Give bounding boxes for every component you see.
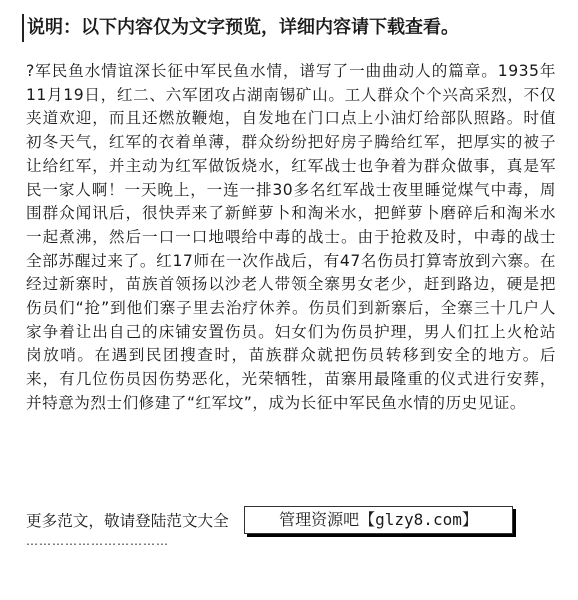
- more-essays-text: 更多范文，敬请登陆范文大全: [26, 512, 229, 530]
- promo-banner[interactable]: 管理资源吧【glzy8.com】: [244, 506, 513, 534]
- document-body: ?军民鱼水情谊深长征中军民鱼水情，谱写了一曲曲动人的篇章。1935年11月19日，红二、六军团攻占湖南锡矿山。工人群众个个兴高采烈，不仅夹道欢迎，而且还燃放鞭炮，自发地在门口点上小油灯给部队照路。时值初冬天气，红军的衣着单薄，群众纷纷把好房子腾给红军，把厚实的被子让给红军，并主动为红军做饭烧水，红军战士也争着为群众做事，真是军民一家人啊！一天晚上，一连一排30多名红军战士夜里睡觉煤气中毒，周围群众闻讯后，很快弄来了新鲜萝卜和淘米水，把鲜萝卜磨碎后和淘米水一起煮沸，然后一口一口地喂给中毒的战士。由于抢救及时，中毒的战士全部苏醒过来了。红17师在一次作战后，有47名伤员打算寄放到六寨。在经过新寨时，苗族首领扬以沙老人带领全寨男女老少，赶到路边，硬是把伤员们“抢”到他们寨子里去治疗休养。伤员们到新寨后，全寨三十几户人家争着让出自己的床铺安置伤员。妇女们为伤员护理，男人们扛上火枪站岗放哨。在遇到民团搜查时，苗族群众就把伤员转移到安全的地方。后来，有几位伤员因伤势恶化，光荣牺牲，苗寨用最隆重的仪式进行安葬，并特意为烈士们修建了“红军坟”，成为长征中军民鱼水情的历史见证。: [26, 62, 556, 412]
- preview-notice: 说明：以下内容仅为文字预览，详细内容请下载查看。: [22, 14, 572, 42]
- dotted-leader: ……………………………: [26, 534, 169, 548]
